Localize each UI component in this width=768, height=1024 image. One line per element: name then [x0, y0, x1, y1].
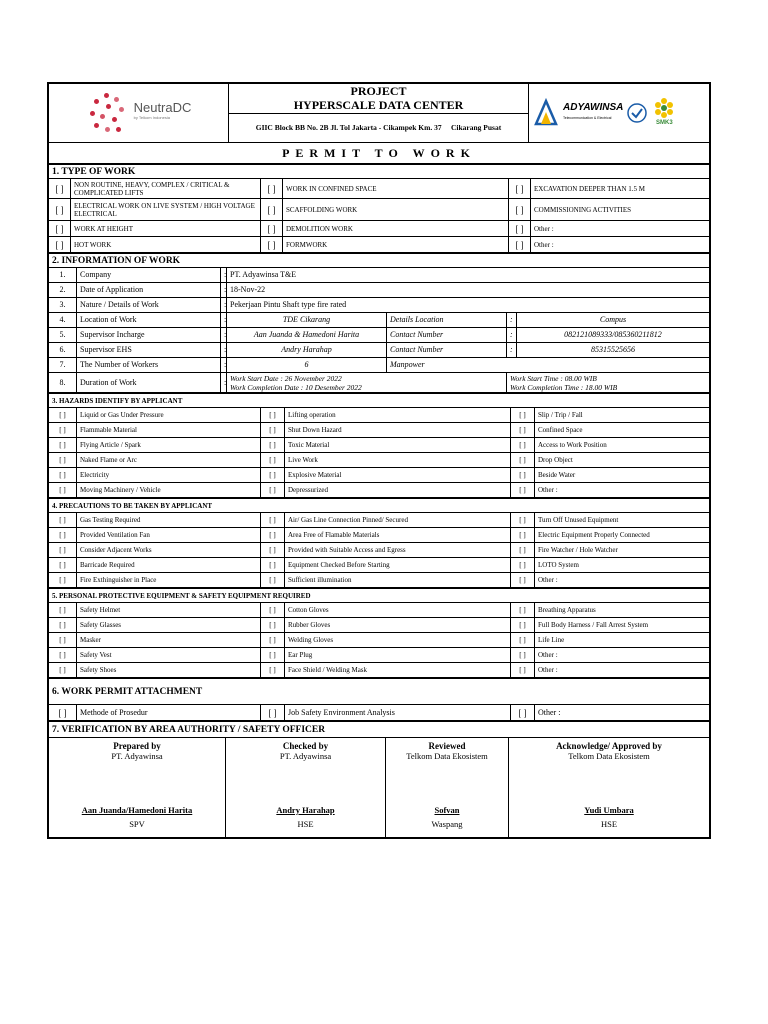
verifier-org: PT. Adyawinsa	[111, 751, 163, 761]
hazard-label: Flammable Material	[77, 423, 261, 438]
info-label: Duration of Work	[77, 373, 221, 393]
work-type-label: WORK AT HEIGHT	[71, 221, 261, 237]
hazard-label: Lifting operation	[285, 408, 511, 423]
verifier-title: HSE	[600, 819, 618, 829]
checkbox[interactable]: [ ]	[49, 408, 77, 423]
checkbox[interactable]: [ ]	[49, 438, 77, 453]
checkbox[interactable]: [ ]	[511, 618, 535, 633]
verifier-name: Andry Harahap	[276, 805, 335, 815]
checkbox[interactable]: [ ]	[49, 237, 71, 253]
checkbox[interactable]: [ ]	[511, 558, 535, 573]
verifier-role: Checked by	[282, 741, 329, 751]
checkbox[interactable]: [ ]	[261, 528, 285, 543]
verifier-name: Sofvan	[434, 805, 460, 815]
ppe-label: Safety Vest	[77, 648, 261, 663]
ppe-label: Rubber Gloves	[285, 618, 511, 633]
checkbox[interactable]: [ ]	[261, 543, 285, 558]
checklist-row	[49, 438, 710, 453]
checkbox[interactable]: [ ]	[511, 423, 535, 438]
checkbox[interactable]: [ ]	[261, 558, 285, 573]
work-type-label: Other :	[531, 237, 710, 253]
ppe-label: Cotton Gloves	[285, 603, 511, 618]
checkbox[interactable]: [ ]	[509, 179, 531, 199]
checkbox[interactable]: [ ]	[49, 648, 77, 663]
nature-value: Pekerjaan Pintu Shaft type fire rated	[227, 298, 710, 313]
smk3-logo	[651, 98, 677, 128]
checklist-row	[49, 558, 710, 573]
checkbox[interactable]: [ ]	[261, 179, 283, 199]
work-type-label: ELECTRICAL WORK ON LIVE SYSTEM / HIGH VOLTAGE ELECTRICAL	[71, 199, 261, 221]
hazard-label: Shut Down Hazard	[285, 423, 511, 438]
ppe-label: Full Body Harness / Fall Arrest System	[535, 618, 710, 633]
info-label: Supervisor Incharge	[77, 328, 221, 343]
verifier-role: Acknowledge/ Approved by	[556, 741, 662, 751]
verifier-title: SPV	[129, 819, 145, 829]
details-location-value: Compus	[517, 313, 710, 328]
start-date-value: 26 November 2022	[284, 373, 342, 383]
start-date-label: Work Start Date	[230, 373, 279, 383]
checkbox[interactable]: [ ]	[261, 423, 285, 438]
ppe-label: Other :	[535, 648, 710, 663]
precaution-label: Equipment Checked Before Starting	[285, 558, 511, 573]
checkbox[interactable]: [ ]	[511, 468, 535, 483]
ppe-label: Welding Gloves	[285, 633, 511, 648]
precaution-label: Barricade Required	[77, 558, 261, 573]
checkbox[interactable]: [ ]	[49, 528, 77, 543]
work-type-label: COMMISSIONING ACTIVITIES	[531, 199, 710, 221]
location-value: TDE Cikarang	[227, 313, 387, 328]
checkbox[interactable]: [ ]	[49, 221, 71, 237]
row-number: 4.	[49, 313, 77, 328]
ppe-table	[48, 588, 710, 678]
info-label: Location of Work	[77, 313, 221, 328]
work-type-label: NON ROUTINE, HEAVY, COMPLEX / CRITICAL & COMPLICATED LIFTS	[71, 179, 261, 199]
hazard-label: Toxic Material	[285, 438, 511, 453]
adyawinsa-sub: Telecommunication & Electrical	[563, 116, 612, 120]
hazard-label: Confined Space	[535, 423, 710, 438]
start-time-value: 08.00	[564, 373, 582, 383]
row-number: 2.	[49, 283, 77, 298]
ehs-contact-value: 85315525656	[517, 343, 710, 358]
hazard-label: Depressurized	[285, 483, 511, 498]
info-label: Company	[77, 268, 221, 283]
checkbox[interactable]: [ ]	[49, 423, 77, 438]
checkbox[interactable]: [ ]	[511, 648, 535, 663]
precaution-label: Fire Exthinguisher in Place	[77, 573, 261, 588]
checkbox[interactable]: [ ]	[261, 633, 285, 648]
verification-table	[48, 721, 710, 838]
neutradc-dots-icon	[86, 91, 130, 135]
city-text: Cikarang Pusat	[451, 122, 502, 132]
checklist-row	[49, 528, 710, 543]
section-verification: 7. VERIFICATION BY AREA AUTHORITY / SAFETY OFFICER	[49, 722, 710, 738]
checklist-row	[49, 423, 710, 438]
checkbox[interactable]: [ ]	[261, 663, 285, 678]
precaution-label: Turn Off Unused Equipment	[535, 513, 710, 528]
details-location-label: Details Location	[387, 313, 507, 328]
checkbox[interactable]: [ ]	[261, 573, 285, 588]
checklist-row	[49, 663, 710, 678]
signature-area[interactable]	[229, 761, 382, 805]
supervisor-value: Aan Juanda & Hamedoni Harita	[227, 328, 387, 343]
work-type-label: WORK IN CONFINED SPACE	[283, 179, 509, 199]
checklist-row	[49, 513, 710, 528]
checkbox[interactable]: [ ]	[49, 468, 77, 483]
neutradc-name: NeutraDC	[133, 100, 192, 115]
verifier-approved	[509, 738, 710, 838]
project-address	[229, 113, 529, 143]
ppe-label: Safety Glasses	[77, 618, 261, 633]
section-attachment: 6. WORK PERMIT ATTACHMENT	[49, 679, 710, 705]
precaution-label: LOTO System	[535, 558, 710, 573]
section-precautions: 4. PRECAUTIONS TO BE TAKEN BY APPLICANT	[49, 499, 710, 513]
checkbox[interactable]: [ ]	[261, 603, 285, 618]
work-type-label: Other :	[531, 221, 710, 237]
permit-title: PERMIT TO WORK	[49, 143, 710, 164]
checkbox[interactable]: [ ]	[511, 573, 535, 588]
checkbox[interactable]: [ ]	[511, 705, 535, 721]
form-header	[48, 83, 710, 164]
timezone: WIB	[603, 382, 618, 392]
checkbox[interactable]: [ ]	[511, 543, 535, 558]
checkbox[interactable]: [ ]	[261, 513, 285, 528]
verifier-checked	[226, 738, 386, 838]
ppe-label: Ear Plug	[285, 648, 511, 663]
neutradc-logo	[49, 84, 229, 143]
section-hazards: 3. HAZARDS IDENTIFY BY APPLICANT	[49, 394, 710, 408]
checkbox[interactable]: [ ]	[511, 513, 535, 528]
checkbox[interactable]: [ ]	[511, 633, 535, 648]
company-value: PT. Adyawinsa T&E	[227, 268, 710, 283]
hazard-label: Other :	[535, 483, 710, 498]
completion-date-label: Work Completion Date	[230, 382, 299, 392]
checklist-row	[49, 408, 710, 423]
precaution-label: Fire Watcher / Hole Watcher	[535, 543, 710, 558]
checkbox[interactable]: [ ]	[49, 705, 77, 721]
hazard-label: Explosive Material	[285, 468, 511, 483]
hazard-label: Naked Flame or Arc	[77, 453, 261, 468]
ppe-label: Face Shield / Welding Mask	[285, 663, 511, 678]
verifier-role: Prepared by	[113, 741, 161, 751]
attachment-label: Methode of Prosedur	[77, 705, 261, 721]
precaution-label: Area Free of Flamable Materials	[285, 528, 511, 543]
work-type-label: SCAFFOLDING WORK	[283, 199, 509, 221]
attachment-label: Other :	[535, 705, 710, 721]
checkbox[interactable]: [ ]	[261, 221, 283, 237]
checkbox[interactable]: [ ]	[261, 438, 285, 453]
date-value: 18-Nov-22	[227, 283, 710, 298]
checkbox[interactable]: [ ]	[261, 618, 285, 633]
smk3-text: SMK3	[656, 120, 673, 126]
checkbox[interactable]: [ ]	[261, 237, 283, 253]
ppe-label: Breathing Apparatus	[535, 603, 710, 618]
precaution-label: Electric Equipment Properly Connected	[535, 528, 710, 543]
checkbox[interactable]: [ ]	[49, 543, 77, 558]
signature-area[interactable]	[512, 761, 706, 805]
checkbox[interactable]: [ ]	[49, 573, 77, 588]
checkbox[interactable]: [ ]	[511, 408, 535, 423]
contact-label: Contact Number	[387, 328, 507, 343]
checkbox[interactable]: [ ]	[261, 199, 283, 221]
row-number: 8.	[49, 373, 77, 393]
completion-time-label: Work Completion Time	[510, 382, 579, 392]
verifier-title: HSE	[297, 819, 314, 829]
checkbox[interactable]: [ ]	[261, 705, 285, 721]
timezone: WIB	[583, 373, 597, 383]
signature-area[interactable]	[389, 761, 505, 805]
completion-date-value: 10 Desember 2022	[305, 382, 362, 392]
checkbox[interactable]: [ ]	[261, 483, 285, 498]
verifier-role: Reviewed	[428, 741, 466, 751]
workers-value: 6	[227, 358, 387, 373]
checkbox[interactable]: [ ]	[49, 558, 77, 573]
neutradc-sub: by Telkom Indonesia	[133, 115, 170, 120]
adyawinsa-mark-icon	[532, 98, 560, 128]
checkbox[interactable]: [ ]	[261, 453, 285, 468]
adyawinsa-logo	[529, 84, 710, 143]
row-number: 6.	[49, 343, 77, 358]
row-number: 1.	[49, 268, 77, 283]
hazard-label: Live Work	[285, 453, 511, 468]
verifier-org: PT. Adyawinsa	[279, 751, 332, 761]
address-text: GIIC Block BB No. 2B Jl. Tol Jakarta - Cikampek Km. 37	[255, 122, 442, 132]
type-of-work-table	[48, 164, 710, 253]
signature-area[interactable]	[52, 761, 222, 805]
section-ppe: 5. PERSONAL PROTECTIVE EQUIPMENT & SAFETY EQUIPMENT REQUIRED	[49, 589, 710, 603]
work-type-label: EXCAVATION DEEPER THAN 1.5 M	[531, 179, 710, 199]
checkbox[interactable]: [ ]	[49, 663, 77, 678]
information-table: 2. INFORMATION OF WORK 1. Company : PT. Adyawinsa T&E 2. Date of Application : 18-Nov-22 3. Nature / Details of Work : Pekerjaan Pintu Shaft type fire rated 4. Location of Work : TDE Cikarang Details Location : Compus 5. Supervisor Incharge : Aan Juanda & Hamedoni Harita Contact Number : 082121089333/085360211812 6. Supervisor EHS : Andry Harahap Contact Number : 85315525656 7. The Number of Workers : 6 Manpower 8. Duration of Work : Work Start Date : 26 November 2022 Work Completion Date : 10 Desember 2022 Work Start Time : 08.00 WIB Work Completion Time : 18.00 WIB	[48, 253, 710, 393]
work-type-label: FORMWORK	[283, 237, 509, 253]
precaution-label: Provided Ventilation Fan	[77, 528, 261, 543]
verifier-reviewed	[386, 738, 509, 838]
certification-badge-icon	[626, 102, 648, 124]
permit-form	[47, 82, 711, 839]
supervisor-contact-value: 082121089333/085360211812	[517, 328, 710, 343]
checklist-row	[49, 648, 710, 663]
work-type-label: HOT WORK	[71, 237, 261, 253]
checklist-row	[49, 483, 710, 498]
verifier-name: Aan Juanda/Hamedoni Harita	[81, 805, 193, 815]
hazard-label: Electricity	[77, 468, 261, 483]
verifier-org: Telkom Data Ekosistem	[406, 751, 488, 761]
project-name: HYPERSCALE DATA CENTER	[229, 98, 529, 113]
precaution-label: Gas Testing Required	[77, 513, 261, 528]
adyawinsa-name: ADYAWINSA	[563, 102, 624, 113]
checkbox[interactable]: [ ]	[511, 663, 535, 678]
hazards-table	[48, 393, 710, 498]
completion-time-value: 18.00	[585, 382, 603, 392]
hazard-label: Liquid or Gas Under Pressure	[77, 408, 261, 423]
attachment-table	[48, 678, 710, 721]
hazard-label: Access to Work Position	[535, 438, 710, 453]
verifier-prepared	[49, 738, 226, 838]
precautions-table	[48, 498, 710, 588]
checkbox[interactable]: [ ]	[511, 483, 535, 498]
precaution-label: Other :	[535, 573, 710, 588]
hazard-label: Moving Machinery / Vehicle	[77, 483, 261, 498]
checkbox[interactable]: [ ]	[511, 528, 535, 543]
smk3-flower-icon	[651, 98, 677, 118]
row-number: 5.	[49, 328, 77, 343]
checkbox[interactable]: [ ]	[261, 408, 285, 423]
work-dates: Work Start Date : 26 November 2022 Work Completion Date : 10 Desember 2022	[227, 373, 507, 393]
checkbox[interactable]: [ ]	[511, 603, 535, 618]
hazard-label: Drop Object	[535, 453, 710, 468]
checklist-row	[49, 543, 710, 558]
checkbox[interactable]: [ ]	[261, 468, 285, 483]
checklist-row	[49, 453, 710, 468]
checkbox[interactable]: [ ]	[509, 199, 531, 221]
ppe-label: Life Line	[535, 633, 710, 648]
section-information: 2. INFORMATION OF WORK	[49, 254, 710, 268]
checklist-row	[49, 633, 710, 648]
precaution-label: Air/ Gas Line Connection Pinned/ Secured	[285, 513, 511, 528]
verifier-org: Telkom Data Ekosistem	[568, 751, 650, 761]
contact-label: Contact Number	[387, 343, 507, 358]
checklist-row	[49, 603, 710, 618]
checkbox[interactable]: [ ]	[49, 513, 77, 528]
precaution-label: Provided with Suitable Access and Egress	[285, 543, 511, 558]
checkbox[interactable]: [ ]	[49, 179, 71, 199]
info-label: Date of Application	[77, 283, 221, 298]
checkbox[interactable]: [ ]	[509, 221, 531, 237]
precaution-label: Consider Adjacent Works	[77, 543, 261, 558]
section-type-of-work: 1. TYPE OF WORK	[49, 165, 710, 179]
start-time-label: Work Start Time	[510, 373, 559, 383]
work-times: Work Start Time : 08.00 WIB Work Completion Time : 18.00 WIB	[507, 373, 710, 393]
checkbox[interactable]: [ ]	[49, 633, 77, 648]
info-label: Supervisor EHS	[77, 343, 221, 358]
checklist-row	[49, 618, 710, 633]
project-label: PROJECT	[229, 84, 529, 99]
checkbox[interactable]: [ ]	[511, 438, 535, 453]
checkbox[interactable]: [ ]	[49, 483, 77, 498]
workers-unit: Manpower	[387, 358, 710, 373]
info-label: The Number of Workers	[77, 358, 221, 373]
work-type-label: DEMOLITION WORK	[283, 221, 509, 237]
ppe-label: Masker	[77, 633, 261, 648]
checklist-row	[49, 573, 710, 588]
ppe-label: Safety Shoes	[77, 663, 261, 678]
ppe-label: Other :	[535, 663, 710, 678]
checkbox[interactable]: [ ]	[49, 618, 77, 633]
hazard-label: Beside Water	[535, 468, 710, 483]
verifier-name: Yudi Umbara	[584, 805, 634, 815]
checkbox[interactable]: [ ]	[49, 453, 77, 468]
ppe-label: Safety Helmet	[77, 603, 261, 618]
precaution-label: Sufficient illumination	[285, 573, 511, 588]
attachment-label: Job Safety Environment Analysis	[285, 705, 511, 721]
checkbox[interactable]: [ ]	[49, 199, 71, 221]
checkbox[interactable]: [ ]	[511, 453, 535, 468]
checkbox[interactable]: [ ]	[261, 648, 285, 663]
checkbox[interactable]: [ ]	[49, 603, 77, 618]
hazard-label: Slip / Trip / Fall	[535, 408, 710, 423]
hazard-label: Flying Article / Spark	[77, 438, 261, 453]
checklist-row	[49, 468, 710, 483]
row-number: 7.	[49, 358, 77, 373]
ehs-value: Andry Harahap	[227, 343, 387, 358]
checkbox[interactable]: [ ]	[509, 237, 531, 253]
info-label: Nature / Details of Work	[77, 298, 221, 313]
row-number: 3.	[49, 298, 77, 313]
verifier-title: Waspang	[431, 819, 463, 829]
